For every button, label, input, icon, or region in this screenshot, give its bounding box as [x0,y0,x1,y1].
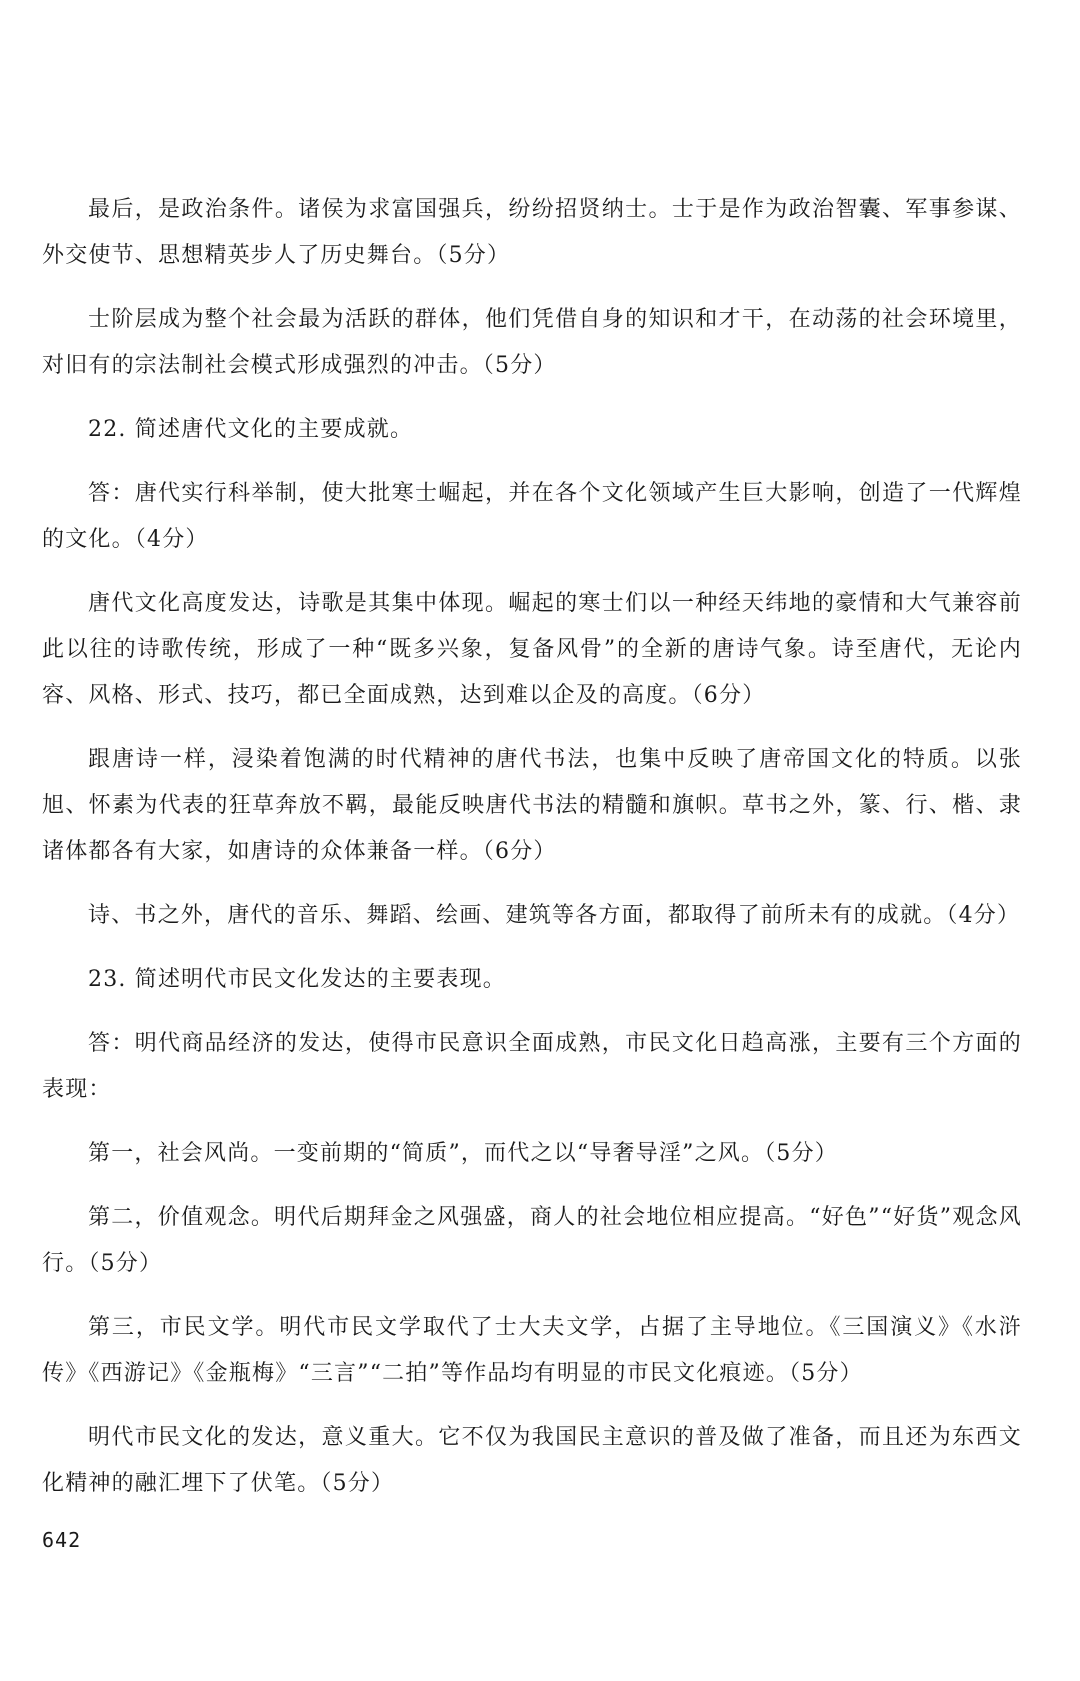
paragraph: 答：明代商品经济的发达，使得市民意识全面成熟，市民文化日趋高涨，主要有三个方面的表现： [42,1031,1022,1102]
document-body [42,187,1022,1525]
paragraph: 答：唐代实行科举制，使大批寒士崛起，并在各个文化领域产生巨大影响，创造了一代辉煌的文化。（4分） [42,481,1022,552]
question-heading: 23. 简述明代市民文化发达的主要表现。 [88,967,506,992]
page-number: 642 [42,1528,82,1552]
paragraph: 第三，市民文学。明代市民文学取代了士大夫文学，占据了主导地位。《三国演义》《水浒传》《西游记》《金瓶梅》“三言”“二拍”等作品均有明显的市民文化痕迹。（5分） [42,1315,1022,1386]
paragraph: 唐代文化高度发达，诗歌是其集中体现。崛起的寒士们以一种经天纬地的豪情和大气兼容前此以往的诗歌传统，形成了一种“既多兴象，复备风骨”的全新的唐诗气象。诗至唐代，无论内容、风格、形式、技巧，都已全面成熟，达到难以企及的高度。（6分） [42,591,1022,708]
paragraph: 诗、书之外，唐代的音乐、舞蹈、绘画、建筑等各方面，都取得了前所未有的成就。（4分） [88,903,1021,928]
paragraph: 第二，价值观念。明代后期拜金之风强盛，商人的社会地位相应提高。“好色”“好货”观念风行。（5分） [42,1205,1022,1276]
paragraph: 士阶层成为整个社会最为活跃的群体，他们凭借自身的知识和才干，在动荡的社会环境里，对旧有的宗法制社会模式形成强烈的冲击。（5分） [42,307,1022,378]
paragraph: 第一，社会风尚。一变前期的“简质”，而代之以“导奢导淫”之风。（5分） [88,1141,838,1166]
question-heading: 22. 简述唐代文化的主要成就。 [88,417,414,442]
paragraph: 明代市民文化的发达，意义重大。它不仅为我国民主意识的普及做了准备，而且还为东西文化精神的融汇埋下了伏笔。（5分） [42,1425,1022,1496]
paragraph: 跟唐诗一样，浸染着饱满的时代精神的唐代书法，也集中反映了唐帝国文化的特质。以张旭、怀素为代表的狂草奔放不羁，最能反映唐代书法的精髓和旗帜。草书之外，篆、行、楷、隶诸体都各有大家，如唐诗的众体兼备一样。（6分） [42,747,1022,864]
paragraph: 最后，是政治条件。诸侯为求富国强兵，纷纷招贤纳士。士于是作为政治智囊、军事参谋、外交使节、思想精英步人了历史舞台。（5分） [42,197,1022,268]
